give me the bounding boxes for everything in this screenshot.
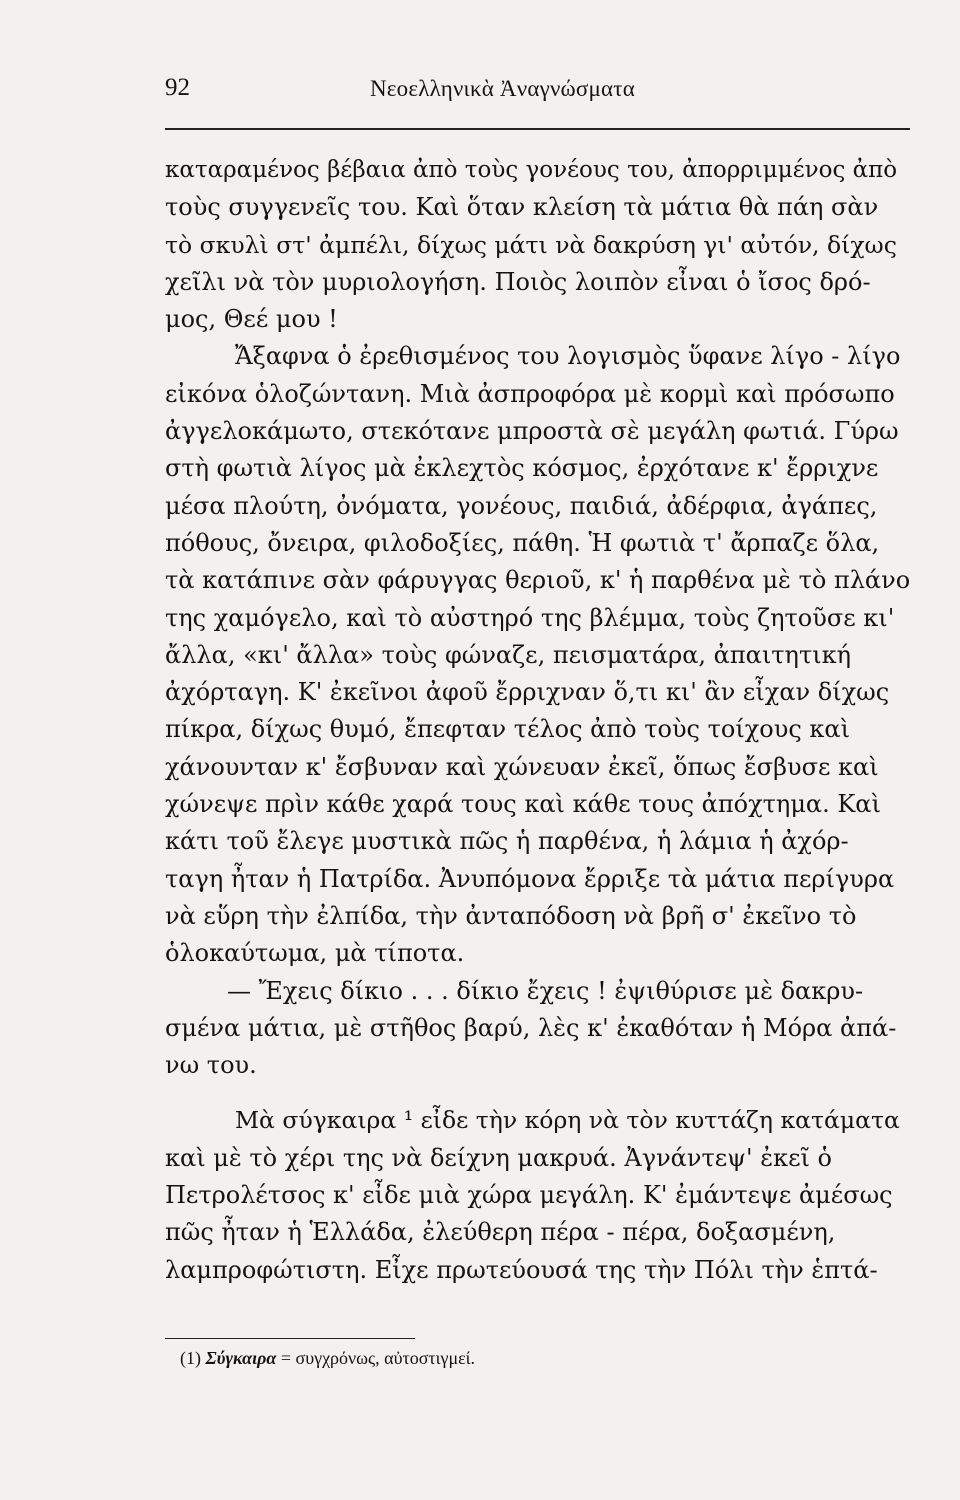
text-line: τὰ κατάπινε σὰν φάρυγγας θεριοῦ, κ' ἡ παρθένα μὲ τὸ πλάνο xyxy=(165,566,911,595)
text-line: ἄλλα, «κι' ἄλλα» τοὺς φώναζε, πεισματάρα, ἀπαιτητική xyxy=(165,640,852,669)
text-line: νω του. xyxy=(165,1051,257,1080)
text-line: τὸ σκυλὶ στ' ἀμπέλι, δίχως μάτι νὰ δακρύση γι' αὐτόν, δίχως xyxy=(165,230,897,259)
text-line: χάνουνταν κ' ἔσβυναν καὶ χώνευαν ἐκεῖ, ὅπως ἔσβυσε καὶ xyxy=(165,752,879,781)
text-line: Ἄξαφνα ὁ ἐρεθισμένος του λογισμὸς ὕφανε λίγο - λίγο xyxy=(235,342,901,371)
text-line: χώνεψε πρὶν κάθε χαρά τους καὶ κάθε τους ἀπόχτημα. Καὶ xyxy=(165,790,881,819)
text-line: της χαμόγελο, καὶ τὸ αὐστηρό της βλέμμα, τοὺς ζητοῦσε κι' xyxy=(165,603,895,632)
footnote-rule xyxy=(165,1338,415,1339)
footnote-marker: (1) xyxy=(180,1348,201,1368)
text-line: πίκρα, δίχως θυμό, ἔπεφταν τέλος ἀπὸ τοὺς τοίχους καὶ xyxy=(165,715,851,744)
footnote-definition: = συγχρόνως, αὐτοστιγμεί. xyxy=(280,1348,476,1368)
text-line: ἀχόρταγη. Κ' ἐκεῖνοι ἀφοῦ ἔρριχναν ὅ,τι κι' ἂν εἶχαν δίχως xyxy=(165,678,890,707)
text-line: — Ἔχεις δίκιο . . . δίκιο ἔχεις ! ἐψιθύρισε μὲ δακρυ- xyxy=(227,976,864,1005)
text-line: σμένα μάτια, μὲ στῆθος βαρύ, λὲς κ' ἐκαθόταν ἡ Μόρα ἀπά- xyxy=(165,1013,897,1042)
text-line: νὰ εὕρη τὴν ἐλπίδα, τὴν ἀνταπόδοση νὰ βρῆ σ' ἐκεῖνο τὸ xyxy=(165,901,857,930)
text-line: καὶ μὲ τὸ χέρι της νὰ δείχνη μακρυά. Ἀγνάντεψ' ἐκεῖ ὁ xyxy=(165,1143,833,1172)
text-line: κάτι τοῦ ἔλεγε μυστικὰ πῶς ἡ παρθένα, ἡ λάμια ἡ ἀχόρ- xyxy=(165,827,849,856)
text-line: ὁλοκαύτωμα, μὰ τίποτα. xyxy=(165,939,465,968)
text-line: εἰκόνα ὁλοζώντανη. Μιὰ ἀσπροφόρα μὲ κορμὶ καὶ πρόσωπο xyxy=(165,379,895,408)
text-line: πῶς ἦταν ἡ Ἑλλάδα, ἐλεύθερη πέρα - πέρα, δοξασμένη, xyxy=(165,1218,836,1247)
text-line: στὴ φωτιὰ λίγος μὰ ἐκλεχτὸς κόσμος, ἐρχότανε κ' ἔρριχνε xyxy=(165,454,879,483)
body-text xyxy=(165,152,910,1289)
text-line: ἀγγελοκάμωτο, στεκότανε μπροστὰ σὲ μεγάλη φωτιά. Γύρω xyxy=(165,417,899,446)
text-line: τοὺς συγγενεῖς του. Καὶ ὅταν κλείση τὰ μάτια θὰ πάη σὰν xyxy=(165,193,879,222)
text-line: Πετρολέτσος κ' εἶδε μιὰ χώρα μεγάλη. Κ' ἐμάντεψε ἀμέσως xyxy=(165,1181,893,1210)
text-line: ταγη ἦταν ἡ Πατρίδα. Ἀνυπόμονα ἔρριξε τὰ μάτια περίγυρα xyxy=(165,864,895,893)
footnote xyxy=(180,1348,475,1369)
page-number: 92 xyxy=(165,74,190,101)
text-line: μος, Θεέ μου ! xyxy=(165,305,338,334)
text-line: πόθους, ὄνειρα, φιλοδοξίες, πάθη. Ἡ φωτιὰ τ' ἄρπαζε ὅλα, xyxy=(165,528,880,557)
text-line: χεῖλι νὰ τὸν μυριολογήση. Ποιὸς λοιπὸν εἶναι ὁ ἴσος δρό- xyxy=(165,267,871,296)
footnote-term: Σύγκαιρα xyxy=(205,1348,277,1368)
text-line: καταραμένος βέβαια ἀπὸ τοὺς γονέους του, ἀπορριμμένος ἀπὸ xyxy=(165,157,898,183)
page-header xyxy=(165,74,910,114)
header-rule xyxy=(165,128,910,130)
text-line: Μὰ σύγκαιρα ¹ εἶδε τὴν κόρη νὰ τὸν κυττάζη κατάματα xyxy=(235,1106,900,1135)
text-line: μέσα πλούτη, ὀνόματα, γονέους, παιδιά, ἀδέρφια, ἀγάπες, xyxy=(165,491,878,520)
running-head: Νεοελληνικὰ Ἀναγνώσματα xyxy=(370,76,635,101)
text-line: λαμπροφώτιστη. Εἶχε πρωτεύουσά της τὴν Πόλι τὴν ἑπτά- xyxy=(165,1255,878,1284)
